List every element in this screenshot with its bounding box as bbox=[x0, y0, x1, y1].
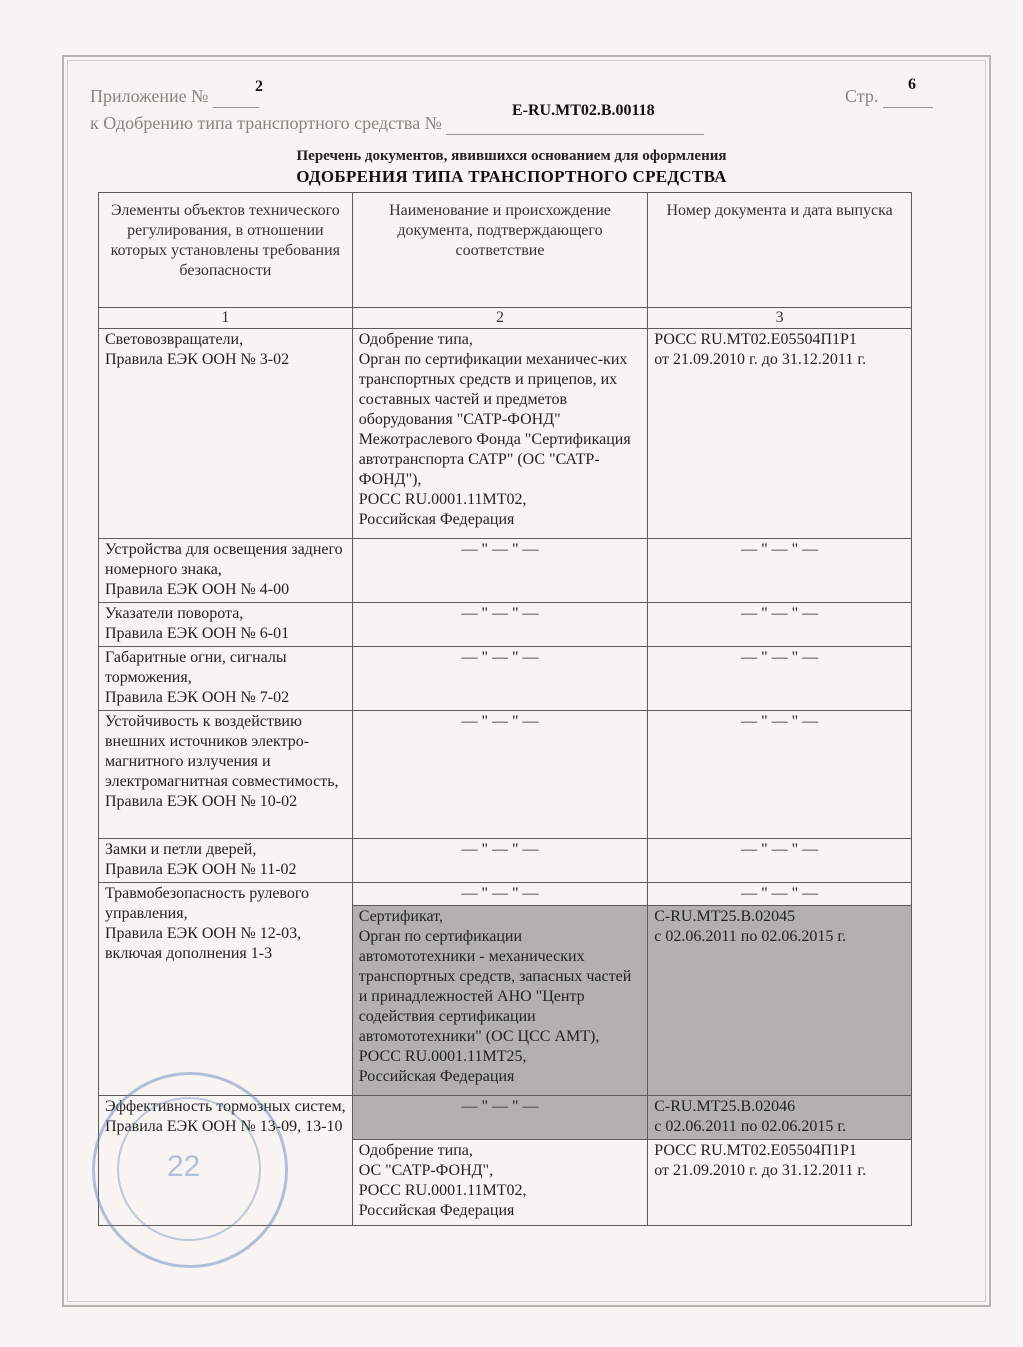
number-cell: — " — " — bbox=[648, 711, 912, 839]
element-cell: Указатели поворота, Правила ЕЭК ООН № 6-01 bbox=[99, 603, 353, 647]
element-cell: Габаритные огни, сигналы торможения, Правила ЕЭК ООН № 7-02 bbox=[99, 647, 353, 711]
seal-number: 22 bbox=[167, 1150, 201, 1183]
page-number: 6 bbox=[908, 76, 916, 93]
element-cell: Замки и петли дверей, Правила ЕЭК ООН № 11-02 bbox=[99, 839, 353, 883]
number-cell: — " — " — bbox=[648, 647, 912, 711]
number-cell: — " — " — bbox=[648, 883, 912, 906]
approval-number: E-RU.MT02.B.00118 bbox=[512, 102, 655, 119]
number-cell: — " — " — bbox=[648, 603, 912, 647]
number-cell: C-RU.MT25.B.02046 с 02.06.2011 по 02.06.2015 г. bbox=[648, 1096, 912, 1140]
page-line bbox=[845, 86, 933, 108]
table-row bbox=[99, 711, 912, 839]
column-number: 2 bbox=[352, 308, 648, 329]
document-cell: — " — " — bbox=[352, 539, 648, 603]
approval-label: к Одобрению типа транспортного средства № bbox=[90, 113, 442, 133]
table-header-row bbox=[99, 193, 912, 308]
document-cell: — " — " — bbox=[352, 711, 648, 839]
approval-title: ОДОБРЕНИЯ ТИПА ТРАНСПОРТНОГО СРЕДСТВА bbox=[296, 167, 727, 186]
appendix-label: Приложение № bbox=[90, 86, 209, 106]
header-cell-number: Номер документа и дата выпуска bbox=[648, 193, 912, 308]
table-row bbox=[99, 539, 912, 603]
table-row bbox=[99, 603, 912, 647]
document-cell: Сертификат, Орган по сертификации автомототехники - механических транспортных средств, запасных частей и принадлежностей АНО "Центр содействия сертификации автомототехники" (ОС ЦСС АМТ), РОСС RU.0001.11МТ25, Российская Федерация bbox=[352, 906, 648, 1096]
header-cell-document: Наименование и происхождение документа, подтверждающего соответствие bbox=[352, 193, 648, 308]
list-title: Перечень документов, явившихся основанием для оформления bbox=[296, 148, 727, 164]
document-cell: — " — " — bbox=[352, 647, 648, 711]
element-cell: Устойчивость к воздействию внешних источников электро-магнитного излучения и электромагнитная совместимость, Правила ЕЭК ООН № 10-02 bbox=[99, 711, 353, 839]
header-cell-elements: Элементы объектов технического регулирования, в отношении которых установлены требования безопасности bbox=[99, 193, 353, 308]
page-label: Стр. bbox=[845, 86, 879, 106]
number-cell: C-RU.MT25.B.02045 с 02.06.2011 по 02.06.2015 г. bbox=[648, 906, 912, 1096]
element-cell: Устройства для освещения заднего номерного знака, Правила ЕЭК ООН № 4-00 bbox=[99, 539, 353, 603]
element-cell: Эффективность тормозных систем, Правила ЕЭК ООН № 13-09, 13-10 bbox=[99, 1096, 353, 1226]
seal-stamp bbox=[92, 1072, 288, 1268]
number-cell: РОСС RU.MT02.E05504П1Р1 от 21.09.2010 г. до 31.12.2011 г. bbox=[648, 329, 912, 539]
document-cell: — " — " — bbox=[352, 1096, 648, 1140]
document-cell: — " — " — bbox=[352, 603, 648, 647]
appendix-line bbox=[90, 86, 259, 108]
element-cell: Травмобезопасность рулевого управления, Правила ЕЭК ООН № 12-03, включая дополнения 1-3 bbox=[99, 883, 353, 1096]
appendix-number: 2 bbox=[255, 78, 263, 95]
table-row bbox=[99, 647, 912, 711]
document-cell: — " — " — bbox=[352, 839, 648, 883]
table-row bbox=[99, 883, 912, 906]
table-row bbox=[99, 329, 912, 539]
column-number: 1 bbox=[99, 308, 353, 329]
table-row bbox=[99, 839, 912, 883]
document-cell: — " — " — bbox=[352, 883, 648, 906]
column-number: 3 bbox=[648, 308, 912, 329]
document-cell: Одобрение типа, Орган по сертификации механичес-ких транспортных средств и прицепов, их составных частей и предметов оборудования "САТР-ФОНД" Межотраслевого Фонда "Сертификация автотранспорта САТР" (ОС "САТР-ФОНД"), РОСС RU.0001.11МТ02, Российская Федерация bbox=[352, 329, 648, 539]
document-cell: Одобрение типа, ОС "САТР-ФОНД", РОСС RU.0001.11МТ02, Российская Федерация bbox=[352, 1140, 648, 1226]
element-cell: Световозвращатели, Правила ЕЭК ООН № 3-02 bbox=[99, 329, 353, 539]
number-cell: РОСС RU.MT02.E05504П1Р1 от 21.09.2010 г. до 31.12.2011 г. bbox=[648, 1140, 912, 1226]
number-cell: — " — " — bbox=[648, 539, 912, 603]
column-number-row bbox=[99, 308, 912, 329]
documents-table bbox=[98, 192, 912, 1226]
number-cell: — " — " — bbox=[648, 839, 912, 883]
